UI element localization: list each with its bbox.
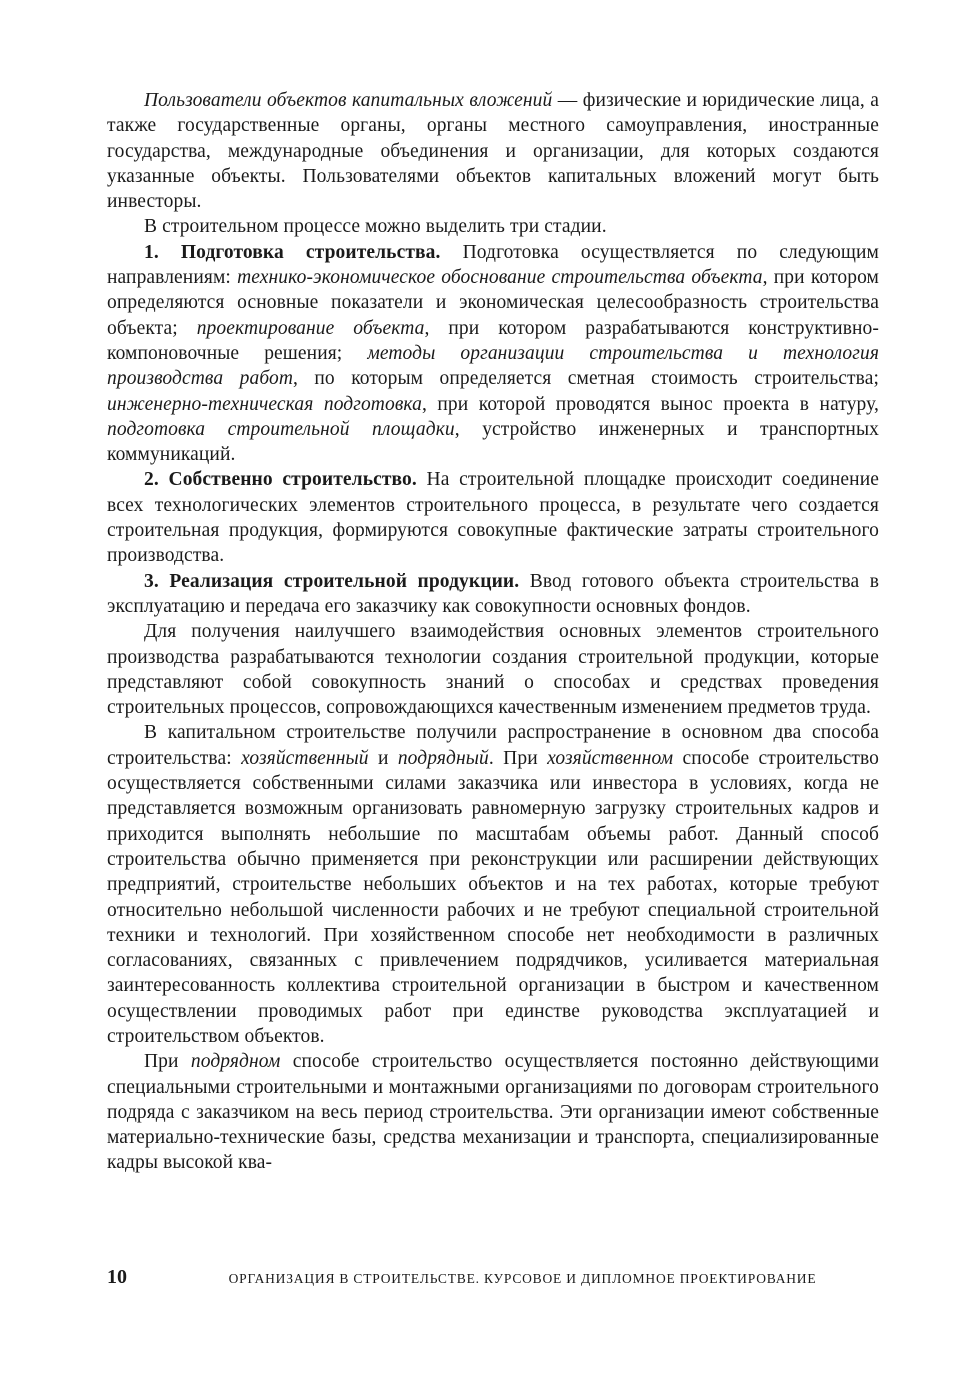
- text-run: 2. Собственно строительство.: [144, 469, 417, 491]
- text-run: подрядном: [190, 1051, 281, 1073]
- text-run: Для получения наилучшего взаимодействия основных элементов строительного производства разрабатываются технологии создания строительной продукции, которые представляют собой совокупность знаний о способах и средствах проведения строительных процессов, сопровождающихся качественным изменением предметов труда.: [107, 621, 879, 719]
- paragraph: [107, 88, 879, 214]
- running-title: ОРГАНИЗАЦИЯ В СТРОИТЕЛЬСТВЕ. КУРСОВОЕ И ДИПЛОМНОЕ ПРОЕКТИРОВАНИЕ: [228, 1271, 817, 1286]
- paragraph: [107, 720, 879, 1049]
- text-run: хозяйственном: [547, 747, 674, 769]
- text-run: Ввод готового объекта строительства в эксплуатацию и передача его заказчику как совокупности основных фондов.: [107, 570, 879, 617]
- page-body: [107, 88, 879, 1176]
- text-run: проектирование объекта: [196, 317, 425, 339]
- text-run: . При: [488, 747, 548, 769]
- text-run: В капитальном строительстве получили распространение в основном два способа строительства:: [107, 722, 879, 769]
- paragraph: [107, 467, 879, 568]
- text-run: подготовка строительной площадки: [107, 418, 455, 440]
- paragraph: [107, 569, 879, 620]
- text-run: способе строительство осуществляется собственными силами заказчика или инвестора в условиях, когда не представляется возможным организовать равномерную загрузку строительных кадров и приходится выполнять небольшие по масштабам объемы работ. Данный способ строительства обычно применяется при реконструкции или расширении действующих предприятий, строительстве небольших объектов и на тех работах, которые требуют относительно небольшой численности рабочих и не требуют специальной строительной техники и технологий. При хозяйственном способе нет необходимости в различных согласованиях, связанных с привлечением подрядчиков, усиливается материальная заинтересованность коллектива строительной организации в быстром и качественном осуществлении проводимых работ при единстве руководства эксплуатацией и строительством объектов.: [107, 747, 879, 1047]
- page-footer: [107, 1266, 878, 1289]
- text-run: , по которым определяется сметная стоимость строительства;: [293, 368, 879, 390]
- paragraph: [107, 619, 879, 720]
- text-run: — физические и юридические лица, а также государственные органы, органы местного самоуправления, иностранные государства, международные объединения и организации, для которых создаются указанные объекты. Пользователями объектов капитальных вложений могут быть инвесторы.: [107, 90, 879, 213]
- text-run: и: [368, 747, 398, 769]
- text-run: хозяйственный: [241, 747, 369, 769]
- text-run: Подготовка осуществляется по следующим направлениям:: [107, 241, 880, 289]
- text-run: инженерно-техническая подготовка: [107, 393, 422, 415]
- paragraph: [107, 214, 879, 239]
- text-run: , при котором определяются основные показатели и экономическая целесообразность строительства объекта;: [107, 267, 879, 339]
- page-number: 10: [107, 1266, 127, 1288]
- text-run: технико-экономическое обоснование строительства объекта: [237, 267, 763, 289]
- text-run: 3. Реализация строительной продукции.: [144, 570, 520, 592]
- text-run: методы организации строительства и технология производства работ: [107, 342, 879, 390]
- text-run: способе строительство осуществляется постоянно действующими специальными строительными и монтажными организациями по договорам строительного подряда с заказчиком на весь период строительства. Эти организации имеют собственные материально-технические базы, средства механизации и транспорта, специализированные кадры высокой ква-: [107, 1051, 879, 1174]
- text-run: , устройство инженерных и транспортных коммуникаций.: [107, 418, 880, 466]
- text-run: 1. Подготовка строительства.: [144, 241, 441, 263]
- paragraph: [107, 1049, 879, 1175]
- text-run: Пользователи объектов капитальных вложений: [144, 90, 553, 111]
- paragraph: [107, 240, 879, 468]
- text-run: При: [144, 1051, 191, 1073]
- text-run: , при которой проводятся вынос проекта в натуру,: [422, 393, 880, 415]
- text-run: , при котором разрабатываются конструктивно-компоновочные решения;: [107, 317, 879, 364]
- text-run: На строительной площадке происходит соединение всех технологических элементов строительного процесса, в результате чего создается строительная продукция, формируются совокупные фактические затраты строительного производства.: [107, 469, 879, 567]
- text-run: подрядный: [397, 747, 489, 769]
- text-run: В строительном процессе можно выделить три стадии.: [144, 216, 607, 238]
